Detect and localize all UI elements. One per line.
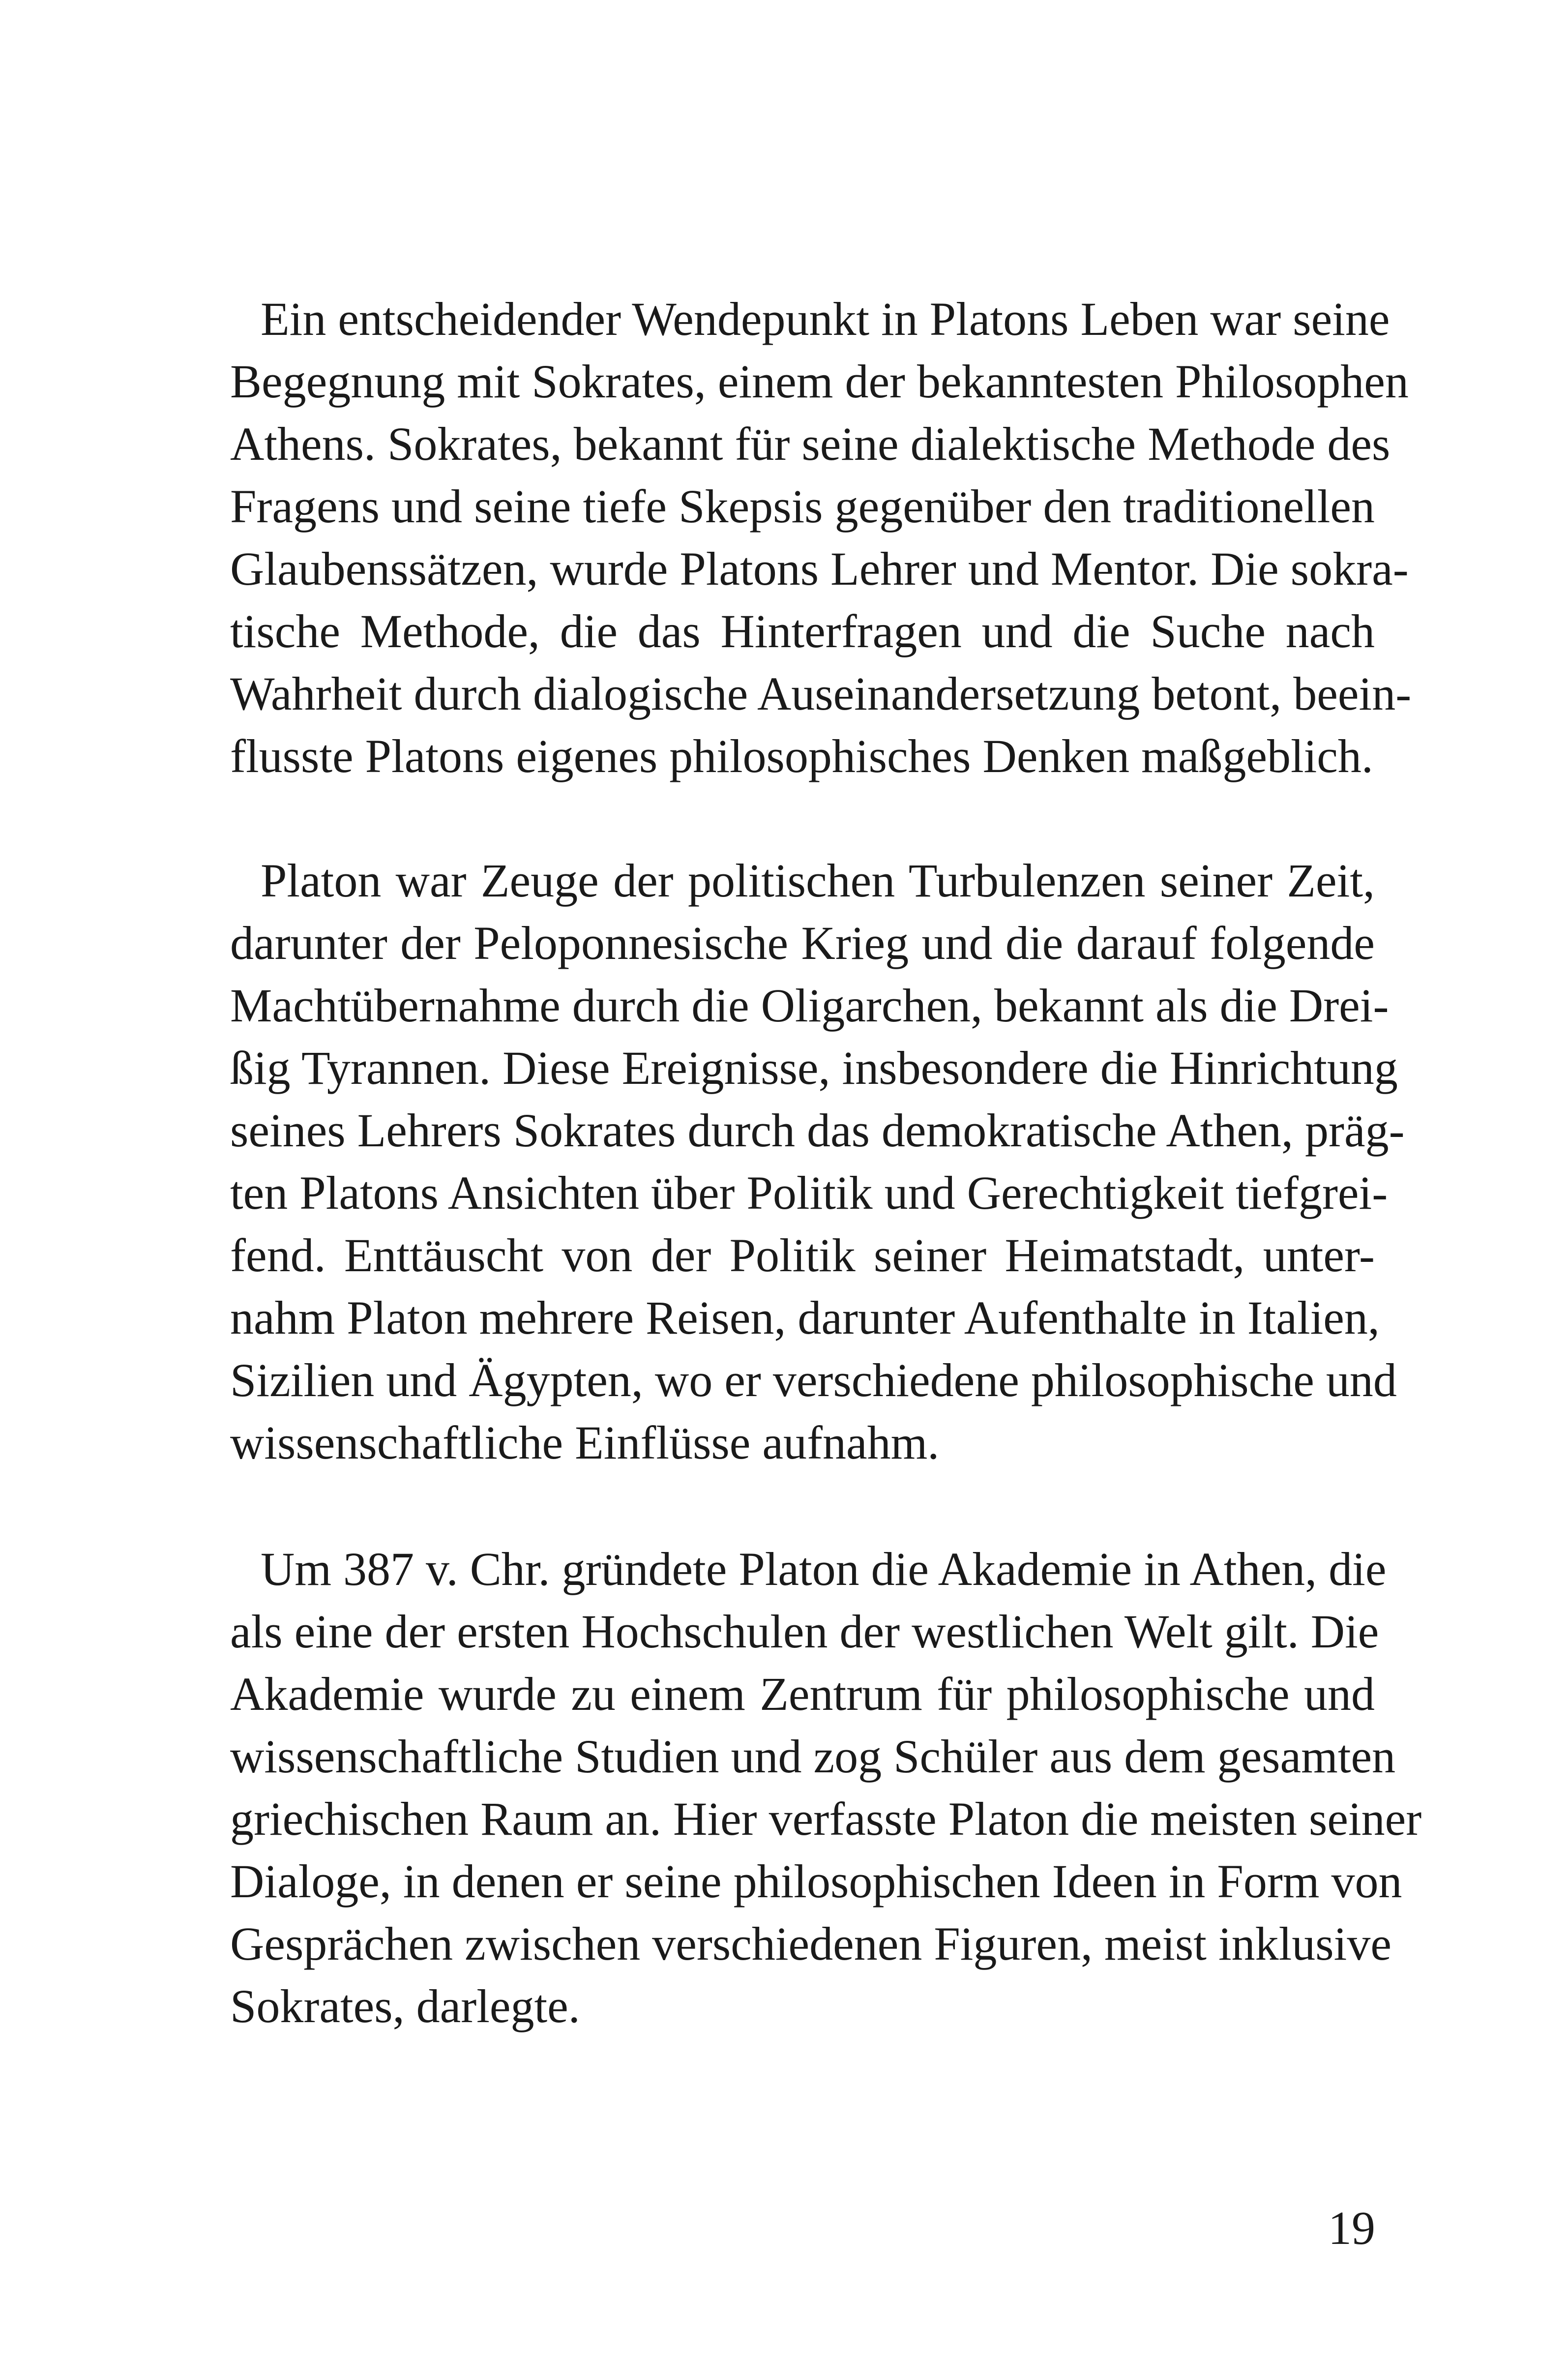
text-line: Um 387 v. Chr. gründete Platon die Akademie in Athen, die [261,1543,1387,1595]
paragraph-platon-sokrates [230,288,1412,787]
text-line: fend. Enttäuscht von der Politik seiner Heimatstadt, unter- [230,1229,1375,1282]
text-line: Ein entscheidender Wendepunkt in Platons Leben war seine [261,293,1390,345]
text-line: Machtübernahme durch die Oligarchen, bekannt als die Drei- [230,979,1389,1032]
text-line: Gesprächen zwischen verschiedenen Figuren, meist inklusive [230,1917,1391,1970]
text-line: wissenschaftliche Einflüsse aufnahm. [230,1416,940,1469]
text-line: Begegnung mit Sokrates, einem der bekanntesten Philosophen [230,355,1409,408]
text-line: Wahrheit durch dialogische Auseinandersetzung betont, beein- [230,667,1412,720]
text-line: seines Lehrers Sokrates durch das demokratische Athen, präg- [230,1104,1405,1157]
text-line: tische Methode, die das Hinterfragen und die Suche nach [230,605,1375,657]
text-line: Fragens und seine tiefe Skepsis gegenüber den traditionellen [230,480,1375,533]
text-line: flusste Platons eigenes philosophisches Denken maßgeblich. [230,730,1373,782]
paragraph-politische-turbulenzen [230,849,1405,1474]
text-line: wissenschaftliche Studien und zog Schüler aus dem gesamten [230,1730,1396,1783]
text-line: ßig Tyrannen. Diese Ereignisse, insbesondere die Hinrichtung [230,1042,1398,1094]
text-line: Glaubenssätzen, wurde Platons Lehrer und Mentor. Die sokra- [230,542,1409,595]
page-number: 19 [1328,2202,1375,2254]
text-line: als eine der ersten Hochschulen der westlichen Welt gilt. Die [230,1605,1379,1658]
text-line: ten Platons Ansichten über Politik und Gerechtigkeit tiefgrei- [230,1166,1388,1219]
text-line: nahm Platon mehrere Reisen, darunter Aufenthalte in Italien, [230,1291,1380,1344]
text-line: Sizilien und Ägypten, wo er verschiedene philosophische und [230,1354,1397,1406]
text-line: griechischen Raum an. Hier verfasste Platon die meisten seiner [230,1792,1422,1845]
text-line: Athens. Sokrates, bekannt für seine dialektische Methode des [230,418,1390,470]
text-line: darunter der Peloponnesische Krieg und die darauf folgende [230,917,1375,969]
text-line: Platon war Zeuge der politischen Turbulenzen seiner Zeit, [261,854,1375,907]
text-line: Akademie wurde zu einem Zentrum für philosophische und [230,1668,1375,1720]
text-line: Sokrates, darlegte. [230,1980,580,2032]
text-line: Dialoge, in denen er seine philosophischen Ideen in Form von [230,1855,1402,1908]
paragraph-akademie [230,1538,1422,2037]
